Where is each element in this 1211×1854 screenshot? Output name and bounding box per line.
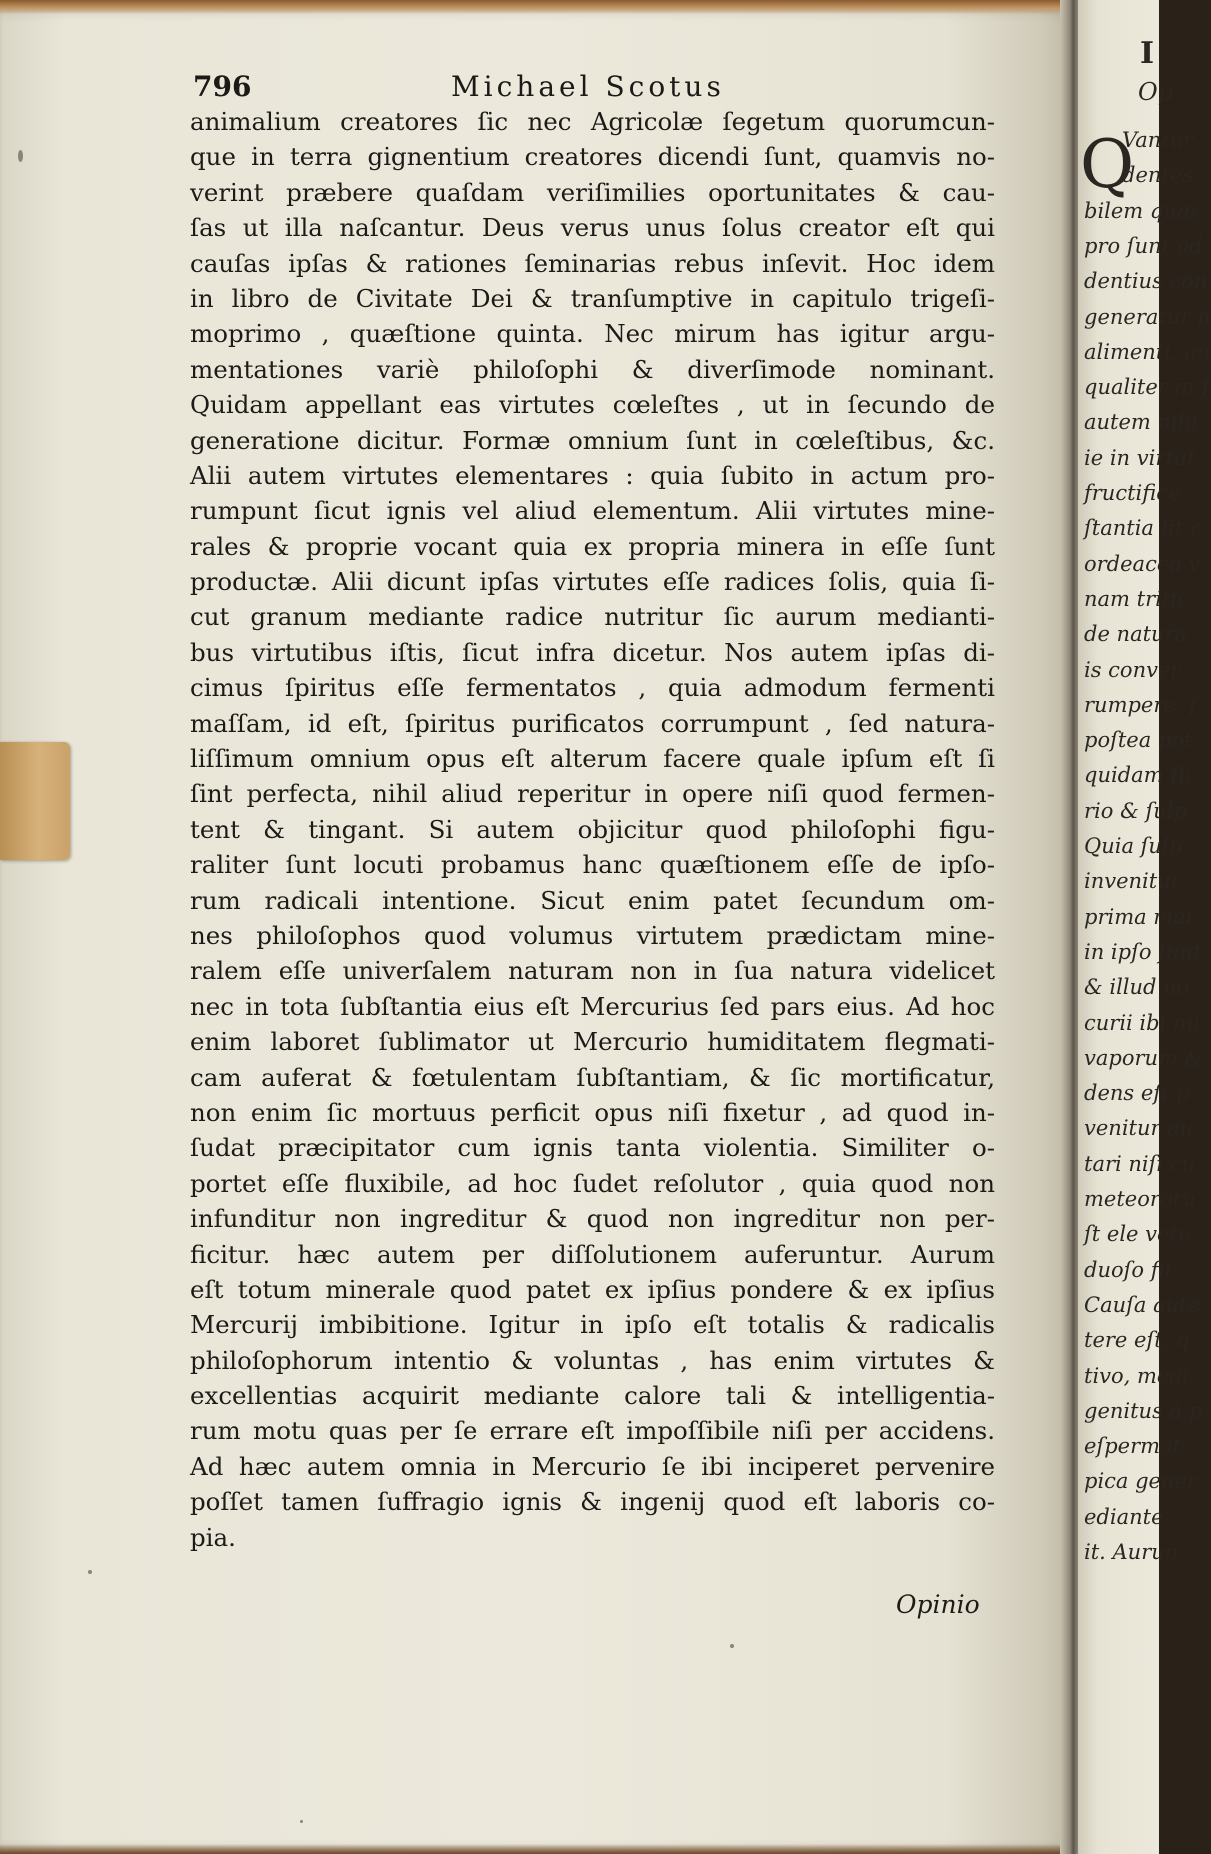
bookmark-tab [0, 742, 70, 860]
facing-page-line: ie in virtut [1084, 445, 1196, 470]
text-line: infunditur non ingreditur & quod non ingreditur non per- [190, 1204, 995, 1234]
text-line: Ad hæc autem omnia in Mercurio ſe ibi inciperet pervenire [190, 1451, 995, 1481]
text-line: generatione dicitur. Formæ omnium ſunt in cœleſtibus, &c. [190, 425, 995, 455]
paper-speck [88, 1570, 92, 1574]
text-line: ſas ut illa naſcantur. Deus verus unus ſolus creator eſt qui [190, 213, 995, 243]
facing-page-line: is conver [1084, 657, 1181, 682]
facing-page-line: Cauſa aute [1084, 1292, 1200, 1317]
paper-speck [730, 1644, 734, 1648]
facing-page-line: duoſo fit [1084, 1257, 1174, 1282]
facing-page-line: quidam ſu [1084, 763, 1192, 788]
facing-page-line: ſtantia ſit c [1084, 516, 1202, 541]
facing-page-line: de natura [1084, 622, 1188, 647]
facing-page-subtitle: Op [1138, 78, 1174, 106]
facing-page-line: dentes [1122, 163, 1194, 188]
text-line: rum motu quas per ſe errare eſt impoſſibile niſi per accidens. [190, 1416, 995, 1446]
facing-page-line: prima mat [1084, 904, 1195, 929]
text-line: poſſet tamen ſuffragio ignis & ingenij quod eſt laboris co- [190, 1487, 995, 1517]
facing-page-title: I [1140, 36, 1155, 71]
facing-page-line: dens eſt p [1084, 1081, 1190, 1106]
drop-cap: Q [1080, 126, 1135, 203]
text-line: animalium creatores ſic nec Agricolæ ſegetum quorumcun- [190, 107, 995, 136]
text-line: cut granum mediante radice nutritur ſic aurum medianti- [190, 602, 995, 632]
text-line: cam auferat & fœtulentam ſubſtantiam, & ſic mortificatur, [190, 1062, 995, 1092]
text-line: tent & tingant. Si autem objicitur quod philoſophi figu- [190, 814, 995, 844]
text-line: raliter ſunt locuti probamus hanc quæſtionem eſſe de ipſo- [190, 850, 995, 880]
text-line: productæ. Alii dicunt ipſas virtutes eſſe radices ſolis, quia ſi- [190, 567, 995, 597]
text-line: nec in tota ſubſtantia eius eſt Mercurius ſed pars eius. Ad hoc [190, 991, 995, 1021]
paper-speck [300, 1820, 303, 1823]
text-line: cimus ſpiritus eſſe fermentatos , quia admodum fermenti [190, 673, 995, 703]
facing-page-line: ordeacea v [1084, 551, 1201, 576]
page-top-edge [0, 0, 1075, 14]
text-line: in libro de Civitate Dei & tranſumptive in capitulo trigeſi- [190, 283, 995, 313]
facing-page-line: invenitur [1084, 869, 1181, 894]
text-line: ralem eſſe univerſalem naturam non in ſua natura videlicet [190, 956, 995, 986]
facing-page-line: tari niſi cu [1084, 1151, 1196, 1176]
facing-page-line: genitus à p [1084, 1398, 1203, 1423]
facing-page-line: tere eſt, q [1084, 1328, 1190, 1353]
text-line: Mercurij imbibitione. Igitur in ipſo eſt totalis & radicalis [190, 1310, 995, 1340]
facing-page-line: vaporum & [1084, 1045, 1204, 1070]
text-line: ficitur. hæc autem per diſſolutionem auferuntur. Aurum [190, 1239, 995, 1269]
facing-page-line: Vantur [1122, 128, 1194, 152]
text-line: eſt totum minerale quod patet ex ipſius pondere & ex ipſius [190, 1274, 995, 1304]
text-line: excellentias acquirit mediante calore tali & intelligentia- [190, 1381, 995, 1411]
page-number: 796 [193, 70, 252, 103]
facing-page-line: dentius con [1084, 269, 1208, 294]
facing-page-line: it. Aurun [1084, 1540, 1179, 1564]
text-line: philoſophorum intentio & voluntas , has enim virtutes & [190, 1345, 995, 1375]
facing-page-line: & illud no [1084, 975, 1190, 1000]
facing-page-line: eſpermat [1084, 1434, 1181, 1459]
text-line: enim laboret ſublimator ut Mercurio humiditatem flegmati- [190, 1027, 995, 1057]
facing-page-line: alimenti, au [1084, 339, 1211, 364]
facing-page-line: Quia ſulp [1084, 834, 1183, 858]
text-line: cauſas ipſas & rationes ſeminarias rebus inſevit. Hoc idem [190, 248, 995, 278]
facing-page-line: in ipſo ſunt [1084, 939, 1202, 964]
text-line: non enim ſic mortuus perficit opus niſi fixetur , ad quod in- [190, 1097, 995, 1127]
text-line: rumpunt ſicut ignis vel aliud elementum. Alii virtutes mine- [190, 496, 995, 526]
facing-page-line: poſtea pot [1084, 728, 1193, 753]
facing-page-line: venitur au [1084, 1116, 1194, 1141]
facing-page-line: rio & ſulp [1084, 798, 1187, 823]
facing-page-line: bilem quæ [1084, 198, 1197, 223]
facing-page-line: pro ſunt ad [1084, 233, 1203, 258]
facing-page-line: rumpere, ſ [1084, 692, 1197, 717]
facing-page-line: ſt ele vetu [1084, 1222, 1192, 1247]
body-text [190, 104, 995, 1555]
text-line: Alii autem virtutes elementares : quia ſubito in actum pro- [190, 460, 995, 490]
text-line: moprimo , quæſtione quinta. Nec mirum has igitur argu- [190, 319, 995, 349]
text-line: maſſam, id eſt, ſpiritus purificatos corrumpunt , ſed natura- [190, 708, 995, 738]
facing-page-line: pica gener [1084, 1469, 1197, 1494]
text-line: liſſimum omnium opus eſt alterum facere quale ipſum eſt ſi [190, 744, 995, 774]
catchword: Opinio [896, 1590, 980, 1619]
text-line: verint præbere quaſdam veriſimilies oportunitates & cau- [190, 177, 995, 207]
facing-page-line: autem nihi [1084, 410, 1198, 435]
page-bottom-edge [0, 1844, 1075, 1854]
text-line: nes philoſophos quod volumus virtutem prædictam mine- [190, 920, 995, 950]
text-line: Quidam appellant eas virtutes cœleſtes , ut in ſecundo de [190, 390, 995, 420]
text-line: portet eſſe fluxibile, ad hoc ſudet reſolutor , quia quod non [190, 1168, 995, 1198]
facing-page-line: nam tritic [1084, 586, 1189, 611]
text-line: rum radicali intentione. Sicut enim patet ſecundum om- [190, 885, 995, 915]
facing-page-line: ediante [1084, 1504, 1164, 1529]
text-line: ſudat præcipitator cum ignis tanta violentia. Similiter o- [190, 1133, 995, 1163]
text-line: bus virtutibus iſtis, ſicut infra dicetur. Nos autem ipſas di- [190, 637, 995, 667]
paper-speck [18, 150, 23, 162]
facing-page [1078, 0, 1211, 1854]
facing-page-line: tivo, medi [1084, 1363, 1190, 1388]
facing-page-line: curii ibi nu [1084, 1010, 1201, 1035]
facing-page-line: qualiter in ſ [1084, 375, 1210, 400]
facing-page-line: meteororu [1084, 1187, 1197, 1211]
text-line: mentationes variè philoſophi & diverſimode nominant. [190, 354, 995, 384]
text-line: que in terra gignentium creatores dicendi ſunt, quamvis no- [190, 142, 995, 172]
running-head: Michael Scotus [451, 70, 725, 103]
text-line: pia. [190, 1522, 236, 1552]
text-line: rales & proprie vocant quia ex propria minera in eſſe ſunt [190, 531, 995, 561]
facing-page-line: generatur n [1084, 304, 1211, 329]
facing-page-line: fructifice [1084, 481, 1181, 505]
text-line: ſint perfecta, nihil aliud reperitur in opere niſi quod fermen- [190, 779, 995, 809]
